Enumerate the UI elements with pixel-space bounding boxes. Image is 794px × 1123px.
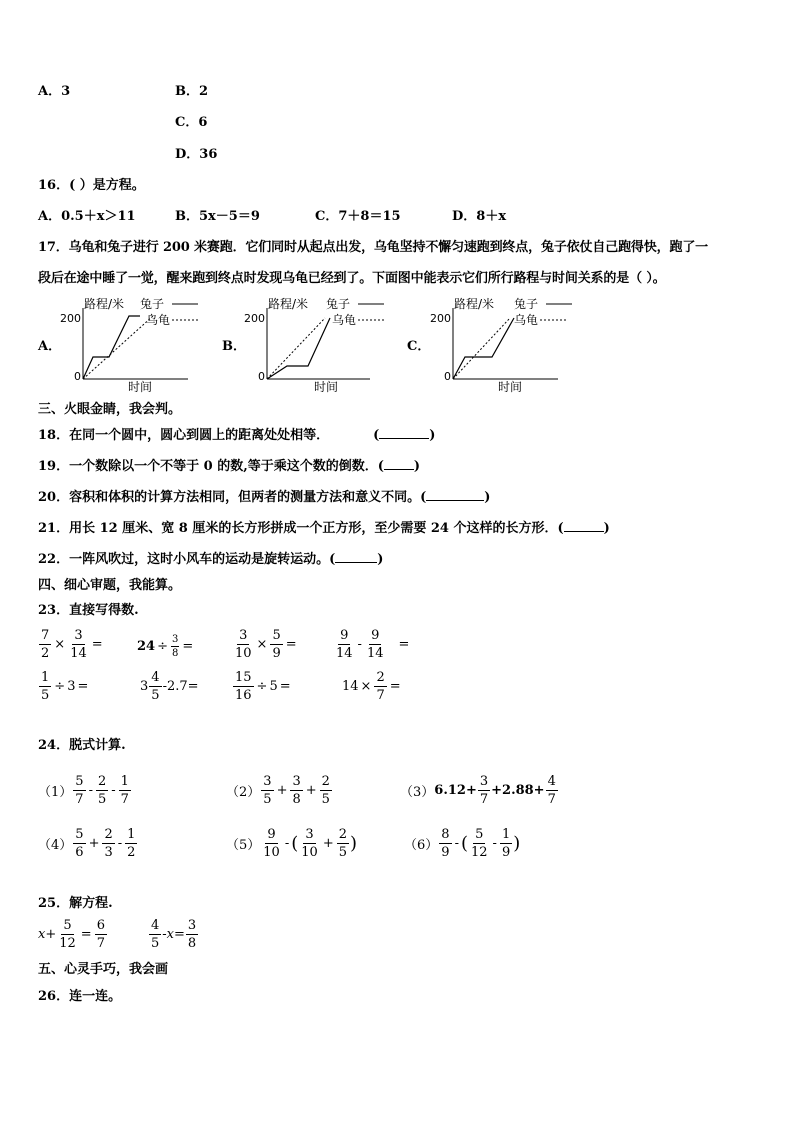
graph-xlabel: 时间 [314, 380, 339, 394]
graph-ylabel: 路程/米 [268, 297, 309, 311]
q23-item-6: 3 $\frac{4}{5}$ -2.7= [140, 670, 199, 703]
graph-xlabel: 时间 [128, 380, 153, 394]
q16-stem: 16．( ）是方程。 [38, 178, 145, 193]
q17-option-c-label: C． [407, 339, 431, 354]
graph-xlabel: 时间 [498, 380, 523, 394]
section3-title: 三、火眼金睛，我会判。 [38, 402, 182, 417]
q25-equation-1: x+ $\frac{5}{12}$ = $\frac{6}{7}$ [38, 918, 105, 951]
q17-option-b-label: B． [222, 339, 246, 354]
q17-option-a-label: A． [38, 339, 62, 354]
graph-origin: 0 [258, 370, 265, 383]
q18: 18．在同一个圆中，圆心到圆上的距离处处相等． ( ) [38, 428, 436, 443]
q23-item-7: $\frac{15}{16}$ ÷ 5 = [235, 670, 291, 703]
q24-item-6: （6） $\frac{8}{9}$ - ( $\frac{5}{12}$ - $\frac{1}{9}$ ) [404, 827, 521, 860]
graph-ymax: 200 [244, 312, 265, 325]
q16-option-a: A．0.5＋x＞11 [38, 209, 136, 224]
rabbit-line [83, 316, 140, 379]
q16-option-d: D．8＋x [452, 209, 507, 224]
q15-option-a: A．3 [38, 84, 71, 99]
q20: 20．容积和体积的计算方法相同，但两者的测量方法和意义不同。( ) [38, 490, 491, 505]
q24-item-5: （5） $\frac{9}{10}$ - ( $\frac{3}{10}$ + $\frac{2}{5}$ ) [226, 827, 358, 860]
rabbit-line [267, 318, 330, 379]
q15-option-b: B．2 [175, 84, 209, 99]
q17-stem-line2: 段后在途中睡了一觉，醒来跑到终点时发现乌龟已经到了。下面图中能表示它们所行路程与时间关系的是（ ）。 [38, 271, 666, 286]
q23-title: 23．直接写得数. [38, 603, 139, 618]
q21: 21．用长 12 厘米、宽 8 厘米的长方形拼成一个正方形，至少需要 24 个这样的长方形．( ) [38, 521, 610, 536]
graph-ylabel: 路程/米 [454, 297, 495, 311]
q23-item-8: 14 × $\frac{2}{7}$ = [342, 670, 401, 703]
graph-origin: 0 [444, 370, 451, 383]
graph-legend-turtle: 乌龟 [514, 313, 539, 327]
q23-item-5: $\frac{1}{5}$ ÷ 3 = [41, 670, 89, 703]
q23-item-4: $\frac{9}{14}$ - $\frac{9}{14}$ = [336, 628, 410, 661]
graph-ymax: 200 [60, 312, 81, 325]
graph-legend-rabbit: 兔子 [326, 297, 351, 311]
q17-graph-c [428, 296, 578, 394]
q15-option-c: C．6 [175, 115, 208, 130]
q26-title: 26．连一连。 [38, 989, 122, 1004]
q16-option-c: C．7＋8＝15 [315, 209, 401, 224]
q24-item-4: （4） $\frac{5}{6}$ + $\frac{2}{3}$ - $\frac{1}{2}$ [38, 827, 136, 860]
q17-graph-a [58, 296, 208, 394]
graph-legend-rabbit: 兔子 [140, 297, 165, 311]
graph-legend-rabbit: 兔子 [514, 297, 539, 311]
q24-item-2: （2） $\frac{3}{5}$ + $\frac{3}{8}$ + $\frac{2}{5}$ [226, 774, 330, 807]
q22: 22．一阵风吹过，这时小风车的运动是旋转运动。( ) [38, 552, 384, 567]
q24-item-3: （3） 6.12+ $\frac{3}{7}$ +2.88+ $\frac{4}{7}$ [400, 774, 556, 807]
section5-title: 五、心灵手巧，我会画 [38, 962, 169, 977]
q17-graph-b [240, 296, 390, 394]
q19: 19．一个数除以一个不等于 0 的数,等于乘这个数的倒数．( ) [38, 459, 421, 474]
q16-option-b: B．5x－5＝9 [175, 209, 260, 224]
q15-option-d: D．36 [175, 147, 218, 162]
q23-item-3: $\frac{3}{10}$ × $\frac{5}{9}$ = [235, 628, 297, 661]
q17-stem-line1: 17．乌龟和兔子进行 200 米赛跑．它们同时从起点出发，乌龟坚持不懈匀速跑到终点，兔子依仗自己跑得快，跑了一 [38, 240, 709, 255]
turtle-line [453, 318, 510, 379]
q23-item-2: 24 ÷ $\frac{3}{8}$ = [137, 634, 194, 659]
section4-title: 四、细心审题，我能算。 [38, 578, 182, 593]
q25-title: 25．解方程. [38, 896, 113, 911]
q24-item-1: （1） $\frac{5}{7}$ - $\frac{2}{5}$ - $\frac{1}{7}$ [38, 774, 129, 807]
q24-title: 24．脱式计算. [38, 738, 126, 753]
graph-ylabel: 路程/米 [84, 297, 125, 311]
graph-legend-turtle: 乌龟 [146, 313, 171, 327]
graph-legend-turtle: 乌龟 [332, 313, 357, 327]
turtle-line [83, 316, 153, 379]
q23-item-1: $\frac{7}{2}$ × $\frac{3}{14}$ = [41, 628, 103, 661]
q25-equation-2: $\frac{4}{5}$ -x= $\frac{3}{8}$ [151, 918, 197, 951]
graph-ymax: 200 [430, 312, 451, 325]
graph-origin: 0 [74, 370, 81, 383]
